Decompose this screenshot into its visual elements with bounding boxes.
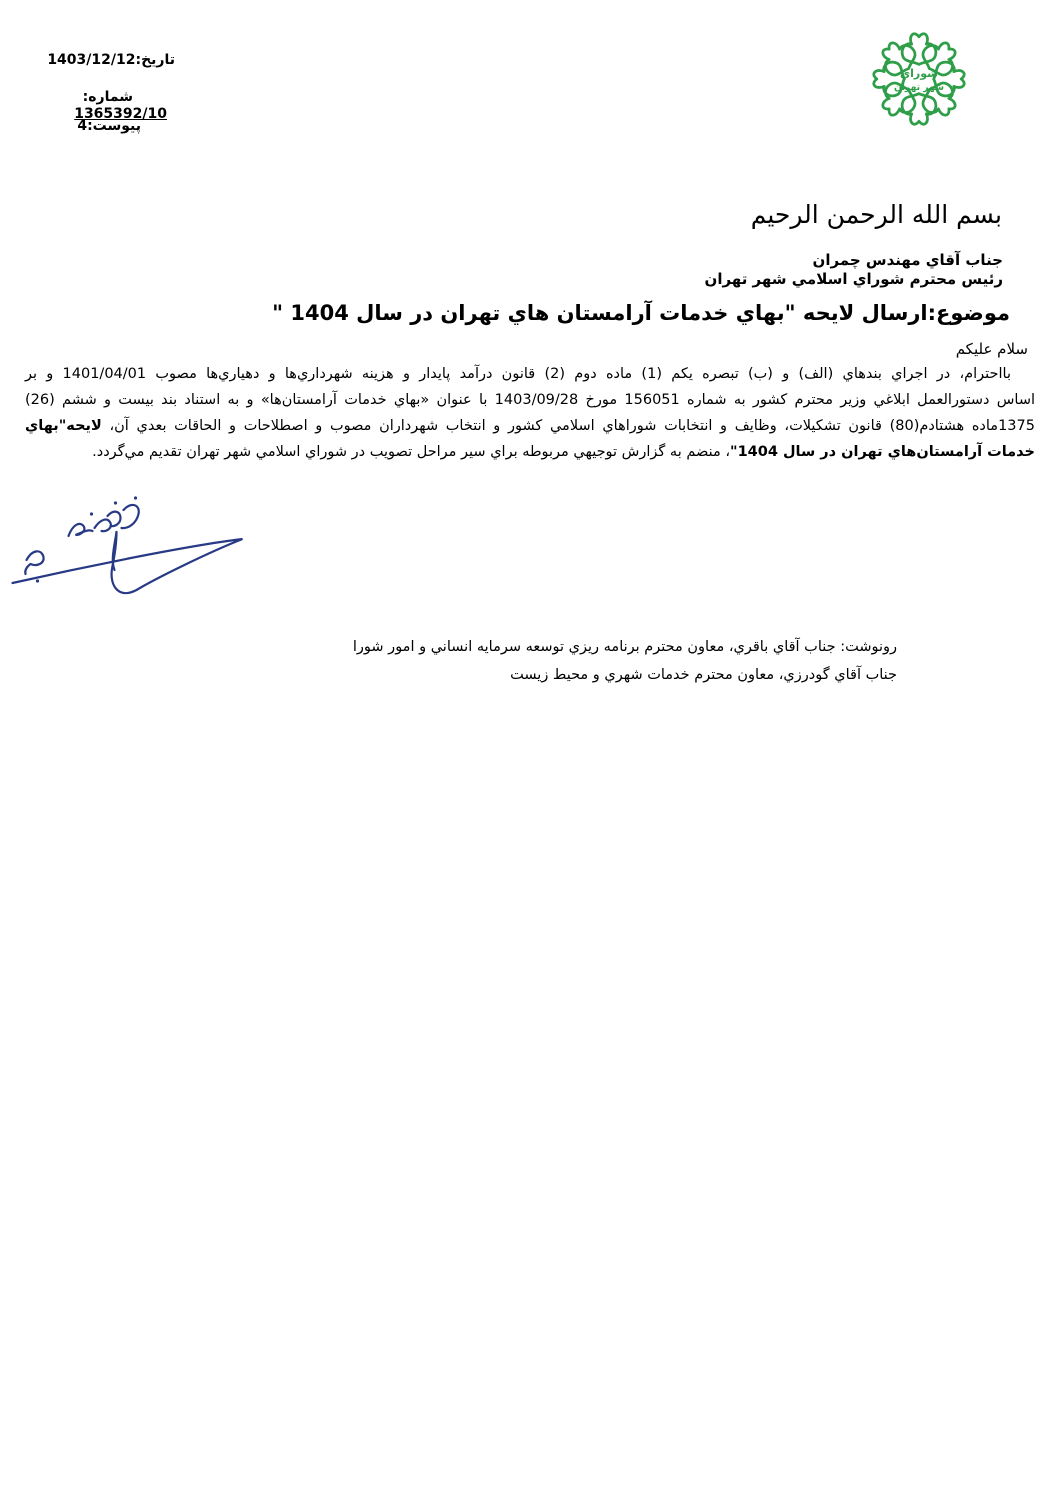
salutation: سلام علیکم xyxy=(955,340,1028,358)
letter-body xyxy=(25,361,1035,465)
logo-text-line2: شهر تهران xyxy=(893,82,945,93)
body-line-3 xyxy=(25,413,1035,439)
body-line-1: بااحترام، در اجراي بندهاي (الف) و (ب) تبصره یكم (1) ماده دوم (2) قانون درآمد پایدار و هزینه شهرداري‌ها و دهیاري‌ها مصوب 1401/04/01 و بر xyxy=(25,366,1011,382)
handwritten-signature xyxy=(2,486,257,606)
reference-block xyxy=(45,52,175,142)
body-line-4-text: ، منضم به گزارش توجیهي مربوطه براي سیر مراحل تصویب در شوراي اسلامي شهر تهران تقدیم مي‌گردد. xyxy=(92,444,730,460)
logo-text-line1: شوراي xyxy=(900,67,938,81)
letter-attachment: پیوست:4 xyxy=(77,118,141,134)
letter-number-label: شماره: xyxy=(82,89,133,105)
cc-block xyxy=(353,633,897,689)
letter-number-value: 1365392/10 xyxy=(74,106,167,122)
body-line-2: اساس دستورالعمل ابلاغي وزیر محترم كشور به شماره 156051 مورخ 1403/09/28 با عنوان «بهاي خدمات آرامستان‌ها» و به استناد بند بیست و ششم (26) xyxy=(25,392,1035,408)
cc-line-1: رونوشت: جناب آقاي باقري، معاون محترم برنامه ریزي توسعه سرمایه انساني و امور شورا xyxy=(352,639,897,655)
subject-line: موضوع:ارسال لایحه "بهاي خدمات آرامستان هاي تهران در سال 1404 " xyxy=(272,301,1010,325)
body-line-3-bold-text: لایحه"بهاي xyxy=(25,418,102,434)
tehran-city-council-logo-icon xyxy=(858,24,980,134)
body-line-4-bold-text: خدمات آرامستان‌هاي تهران در سال 1404" xyxy=(730,444,1035,460)
cc-line-2: جناب آقاي گودرزي، معاون محترم خدمات شهري و محیط زیست xyxy=(510,667,897,683)
bismillah: بسم الله الرحمن الرحیم xyxy=(750,200,1002,229)
recipient-block xyxy=(705,251,1003,289)
body-line-4 xyxy=(25,439,1035,465)
recipient-name: جناب آقاي مهندس چمران xyxy=(812,251,1003,269)
body-line-3-text: 1375ماده هشتادم(80) قانون تشكیلات، وظایف و انتخابات شوراهاي اسلامي كشور و انتخاب شهرداران مصوب و اصطلاحات و الحاقات بعدي آن، xyxy=(101,418,1035,434)
recipient-title: رئیس محترم شوراي اسلامي شهر تهران xyxy=(704,270,1003,288)
letter-date: تاریخ:1403/12/12 xyxy=(47,52,175,68)
